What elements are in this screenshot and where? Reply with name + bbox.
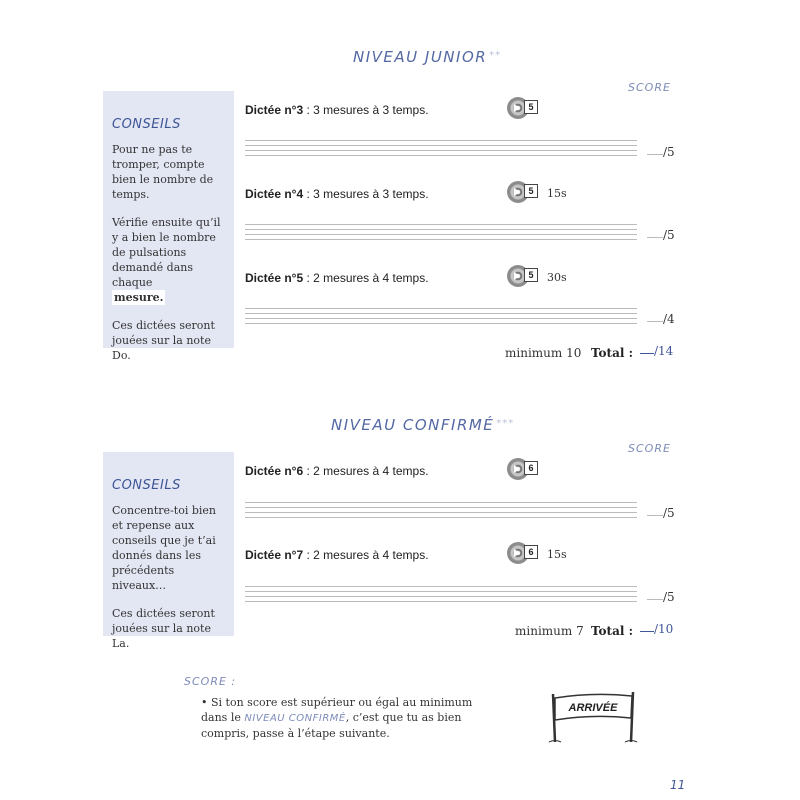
points-field[interactable] <box>647 506 675 520</box>
footer-text-after: , c’est que tu as bien compris, passe à l’étape suivante. <box>201 711 462 740</box>
cd-track-icon[interactable] <box>507 265 537 287</box>
duration-label: 15s <box>547 548 567 561</box>
tips-paragraph: Ces dictées seront jouées sur la note La. <box>112 607 215 650</box>
dictee-number: Dictée n°4 <box>245 187 304 201</box>
points-max: /4 <box>663 312 675 326</box>
dictee-label <box>245 464 429 478</box>
page-number: 11 <box>670 778 686 792</box>
track-number: 6 <box>524 461 538 475</box>
points-max: /5 <box>663 590 675 604</box>
points-field[interactable] <box>647 228 675 242</box>
dictee-number: Dictée n°3 <box>245 103 304 117</box>
track-number: 5 <box>524 268 538 282</box>
tips-highlight: mesure. <box>114 291 164 304</box>
score-label: SCORE <box>628 81 671 94</box>
points-max: /5 <box>663 506 675 520</box>
cd-track-icon[interactable] <box>507 542 537 564</box>
track-number: 5 <box>524 184 538 198</box>
dictee-label <box>245 271 429 285</box>
dictee-description: : 3 mesures à 3 temps. <box>303 187 429 201</box>
points-max: /5 <box>663 228 675 242</box>
track-number: 6 <box>524 545 538 559</box>
duration-label: 15s <box>547 187 567 200</box>
tips-paragraph-text: Vérifie ensuite qu’il y a bien le nombre de pulsations demandé dans chaque <box>112 216 221 289</box>
tips-box-confirme <box>103 452 234 650</box>
minimum-label: minimum 10 <box>505 346 582 360</box>
points-field[interactable] <box>647 590 675 604</box>
points-field[interactable] <box>647 312 675 326</box>
points-field[interactable] <box>647 145 675 159</box>
level-title-text: NIVEAU CONFIRMÉ <box>331 416 495 434</box>
level-stars: ** <box>489 50 502 61</box>
tips-paragraph: Pour ne pas te tromper, compte bien le nombre de temps. <box>112 143 214 201</box>
play-icon <box>514 549 520 557</box>
footer-note <box>201 695 501 741</box>
play-icon <box>514 465 520 473</box>
tips-title: CONSEILS <box>112 117 181 132</box>
dictee-description: : 2 mesures à 4 temps. <box>303 548 429 562</box>
finish-banner-icon <box>545 688 645 746</box>
play-icon <box>514 104 520 112</box>
music-staff[interactable] <box>245 140 637 160</box>
tips-paragraph: Ces dictées seront jouées sur la note Do. <box>112 319 215 362</box>
level-title-confirme <box>331 416 514 434</box>
dictee-label <box>245 548 429 562</box>
track-number: 5 <box>524 100 538 114</box>
bullet: • <box>201 696 208 709</box>
music-staff[interactable] <box>245 308 637 328</box>
level-title-junior <box>353 48 501 66</box>
footer-score-label: SCORE : <box>184 675 237 688</box>
minimum-label: minimum 7 <box>515 624 584 638</box>
total-score-field[interactable] <box>640 344 673 358</box>
banner-text: ARRIVÉE <box>568 702 618 714</box>
dictee-label <box>245 103 429 117</box>
dictee-description: : 3 mesures à 3 temps. <box>303 103 429 117</box>
tips-paragraph <box>112 215 226 305</box>
score-label: SCORE <box>628 442 671 455</box>
dictee-number: Dictée n°7 <box>245 548 304 562</box>
tips-box-junior <box>103 91 234 362</box>
total-label: Total : <box>591 346 634 360</box>
cd-track-icon[interactable] <box>507 97 537 119</box>
dictee-description: : 2 mesures à 4 temps. <box>303 464 429 478</box>
dictee-label <box>245 187 429 201</box>
play-icon <box>514 272 520 280</box>
total-max: /14 <box>654 344 674 358</box>
dictee-number: Dictée n°6 <box>245 464 304 478</box>
total-label: Total : <box>591 624 634 638</box>
tips-paragraph: Concentre-toi bien et repense aux conseils que je t’ai donnés dans les précédents niveaux… <box>112 504 216 592</box>
cd-track-icon[interactable] <box>507 458 537 480</box>
total-max: /10 <box>654 622 674 636</box>
total-score-field[interactable] <box>640 622 673 636</box>
play-icon <box>514 188 520 196</box>
footer-text-before: Si ton score est supérieur ou égal au minimum dans le <box>201 696 473 724</box>
dictee-number: Dictée n°5 <box>245 271 304 285</box>
footer-level-name: NIVEAU CONFIRMÉ <box>244 713 346 724</box>
music-staff[interactable] <box>245 586 637 606</box>
dictee-description: : 2 mesures à 4 temps. <box>303 271 429 285</box>
level-title-text: NIVEAU JUNIOR <box>353 48 488 66</box>
level-stars: *** <box>496 418 515 429</box>
tips-title: CONSEILS <box>112 478 181 493</box>
music-staff[interactable] <box>245 224 637 244</box>
points-max: /5 <box>663 145 675 159</box>
duration-label: 30s <box>547 271 567 284</box>
music-staff[interactable] <box>245 502 637 522</box>
cd-track-icon[interactable] <box>507 181 537 203</box>
